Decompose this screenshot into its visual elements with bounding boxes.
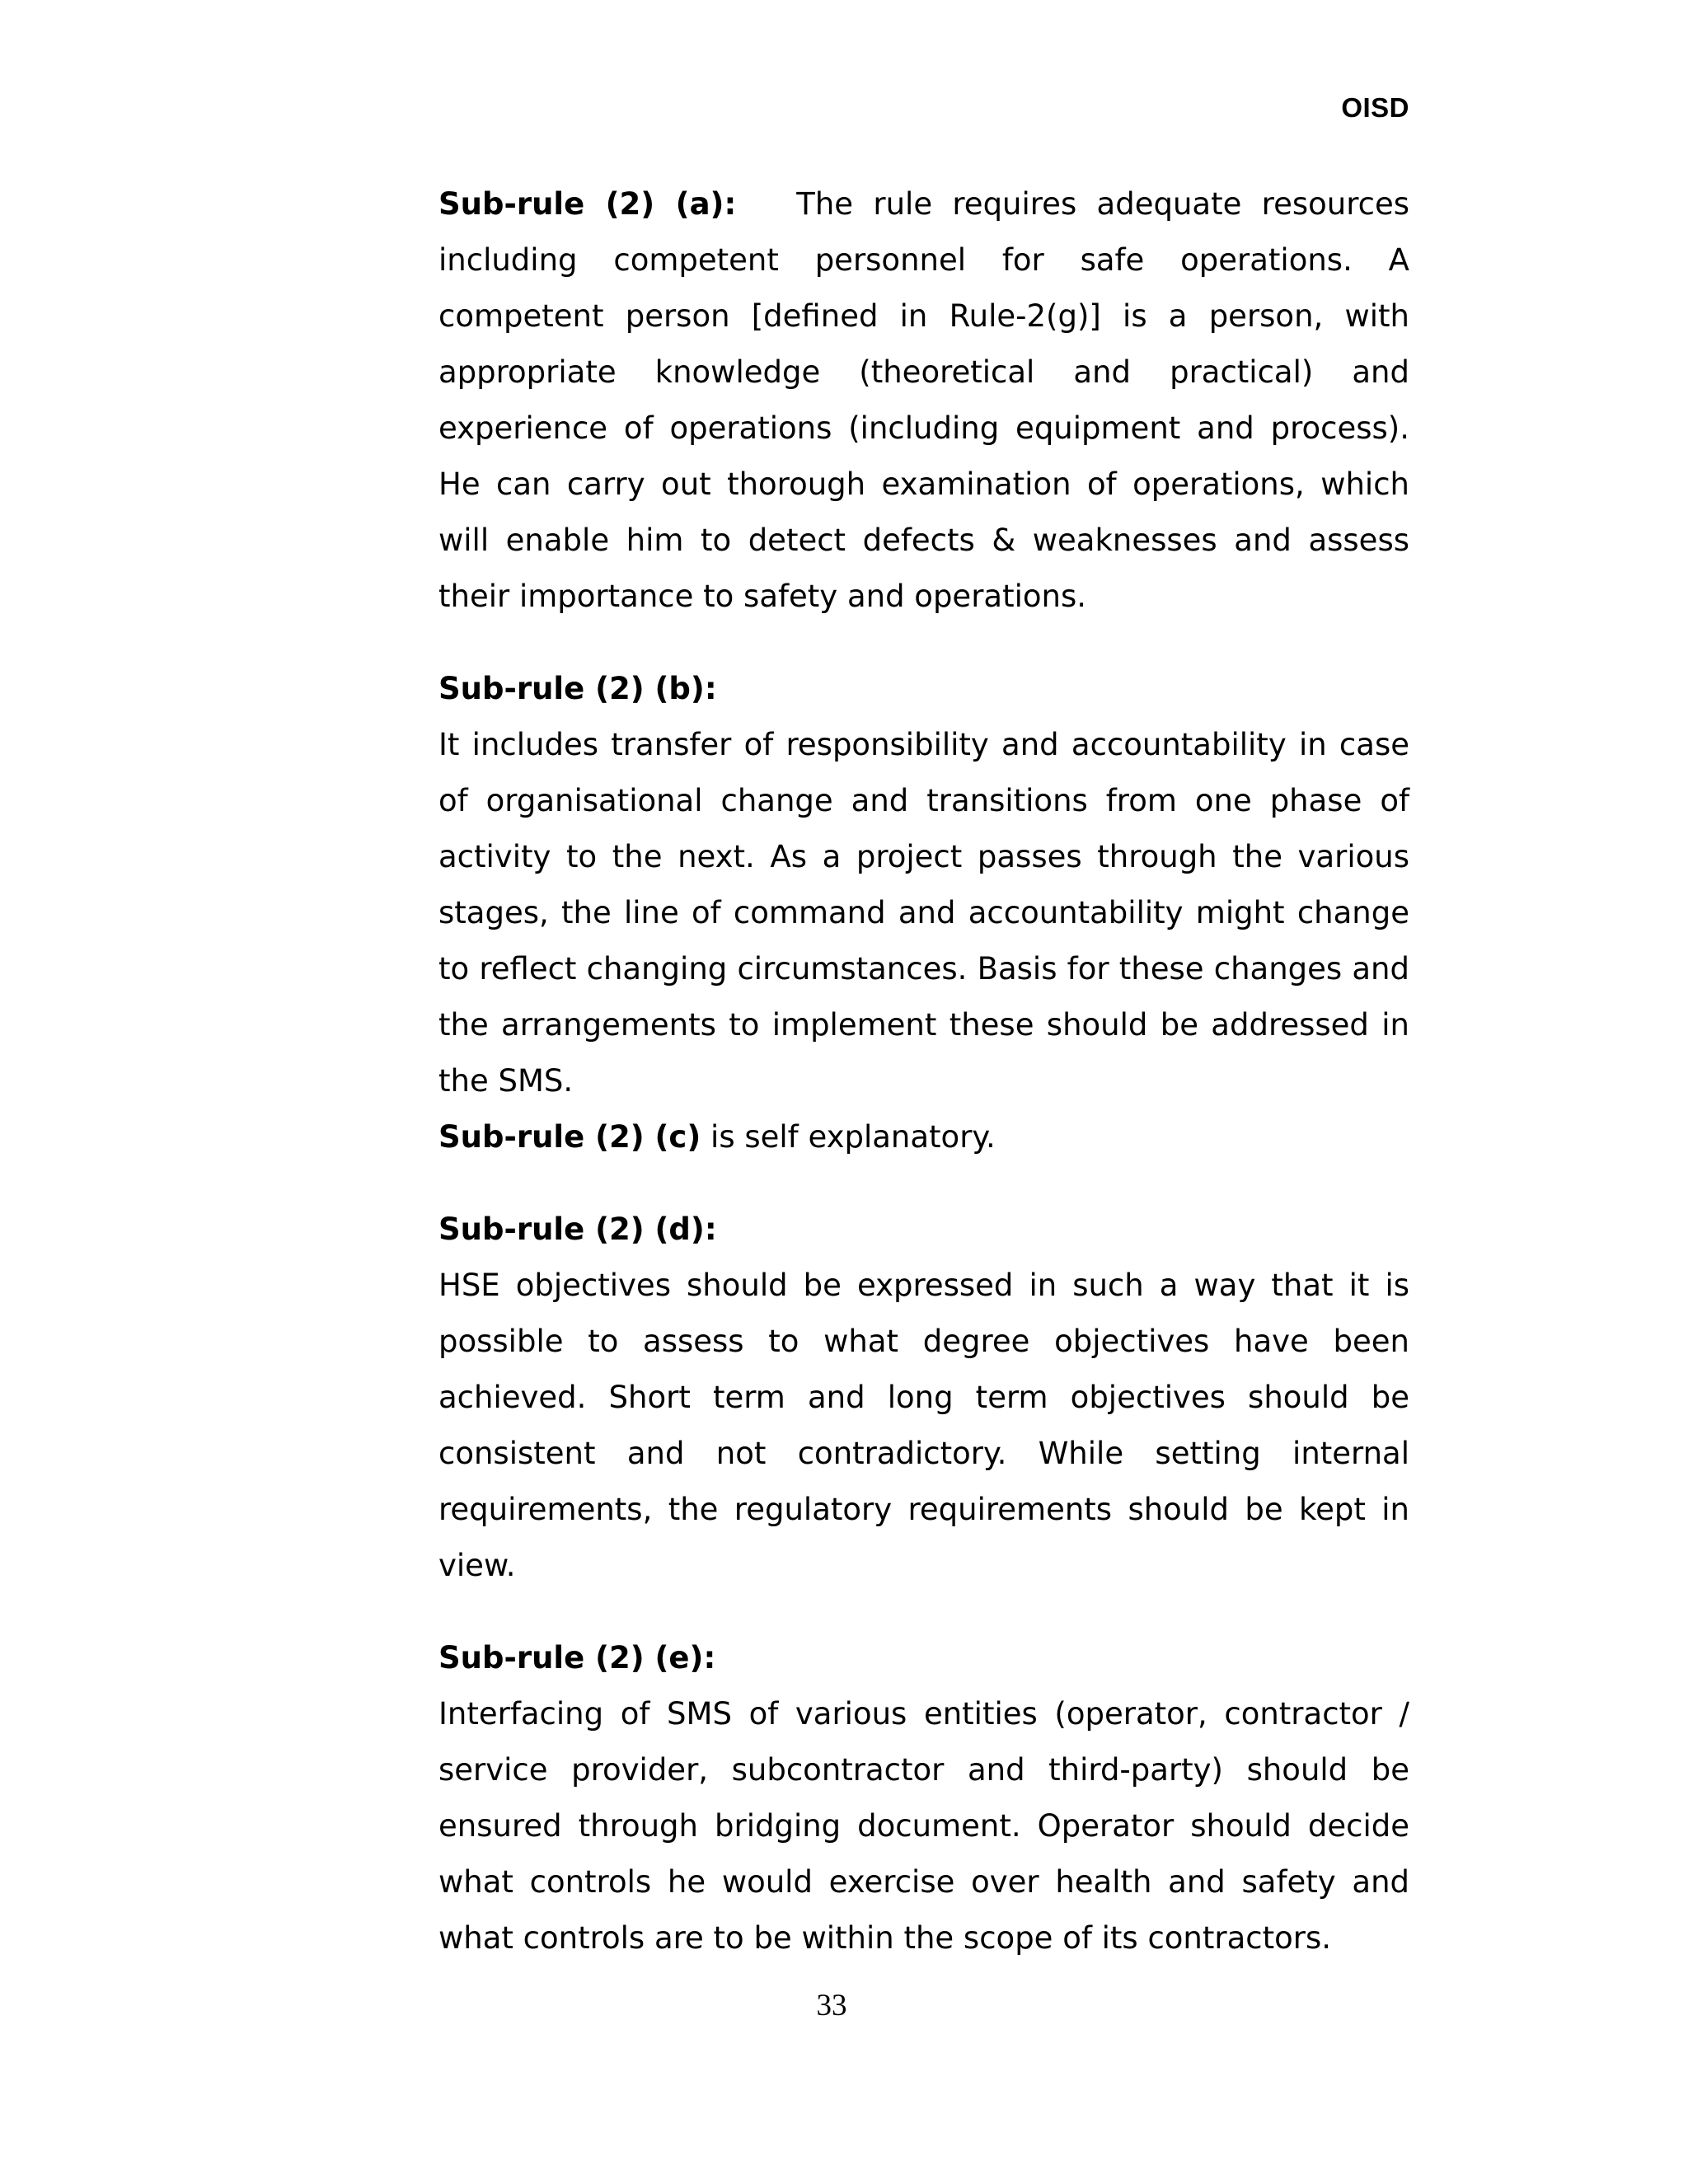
section-c-body: is self explanatory.: [710, 1119, 996, 1155]
section-a-body: The rule requires adequate resources including competent personnel for safe operations. A competent person [defined in Rule-2(g)] is a person, with appropriate knowledge (theoretical and practical) and experience of operations (including equipment and process). He can carry out thorough examination of operations, which will enable him to detect defects & weaknesses and assess their importance to safety and operations.: [438, 186, 1409, 614]
section-d-body: HSE objectives should be expressed in such a way that it is possible to assess to what degree objectives have been achieved. Short term and long term objectives should be consistent and not contradictory. While setting internal requirements, the regulatory requirements should be kept in view.: [438, 1268, 1409, 1583]
header-oisd-mark: OISD: [1341, 92, 1409, 123]
section-a-paragraph: [438, 176, 1409, 625]
section-gap: [438, 1165, 1409, 1202]
section-b-body: It includes transfer of responsibility and accountability in case of organisational change and transitions from one phase of activity to the next. As a project passes through the various stages, the line of command and accountability might change to reflect changing circumstances. Basis for these changes and the arrangements to implement these should be addressed in the SMS.: [438, 727, 1409, 1099]
section-c-paragraph: [438, 1109, 1409, 1165]
section-a-heading: Sub-rule (2) (a):: [438, 186, 737, 222]
page-content: [438, 176, 1409, 1966]
section-c-heading: Sub-rule (2) (c): [438, 1119, 701, 1155]
section-gap: [438, 1594, 1409, 1630]
section-d-heading: Sub-rule (2) (d):: [438, 1212, 717, 1247]
section-e-body: Interfacing of SMS of various entities (operator, contractor / service provider, subcontractor and third-party) should be ensured through bridging document. Operator should decide what controls he would exercise over health and safety and what controls are to be within the scope of its contractors.: [438, 1696, 1409, 1956]
page-number: 33: [816, 1989, 847, 2022]
section-b-heading: Sub-rule (2) (b):: [438, 671, 717, 706]
section-e-heading: Sub-rule (2) (e):: [438, 1640, 716, 1675]
section-gap: [438, 625, 1409, 661]
